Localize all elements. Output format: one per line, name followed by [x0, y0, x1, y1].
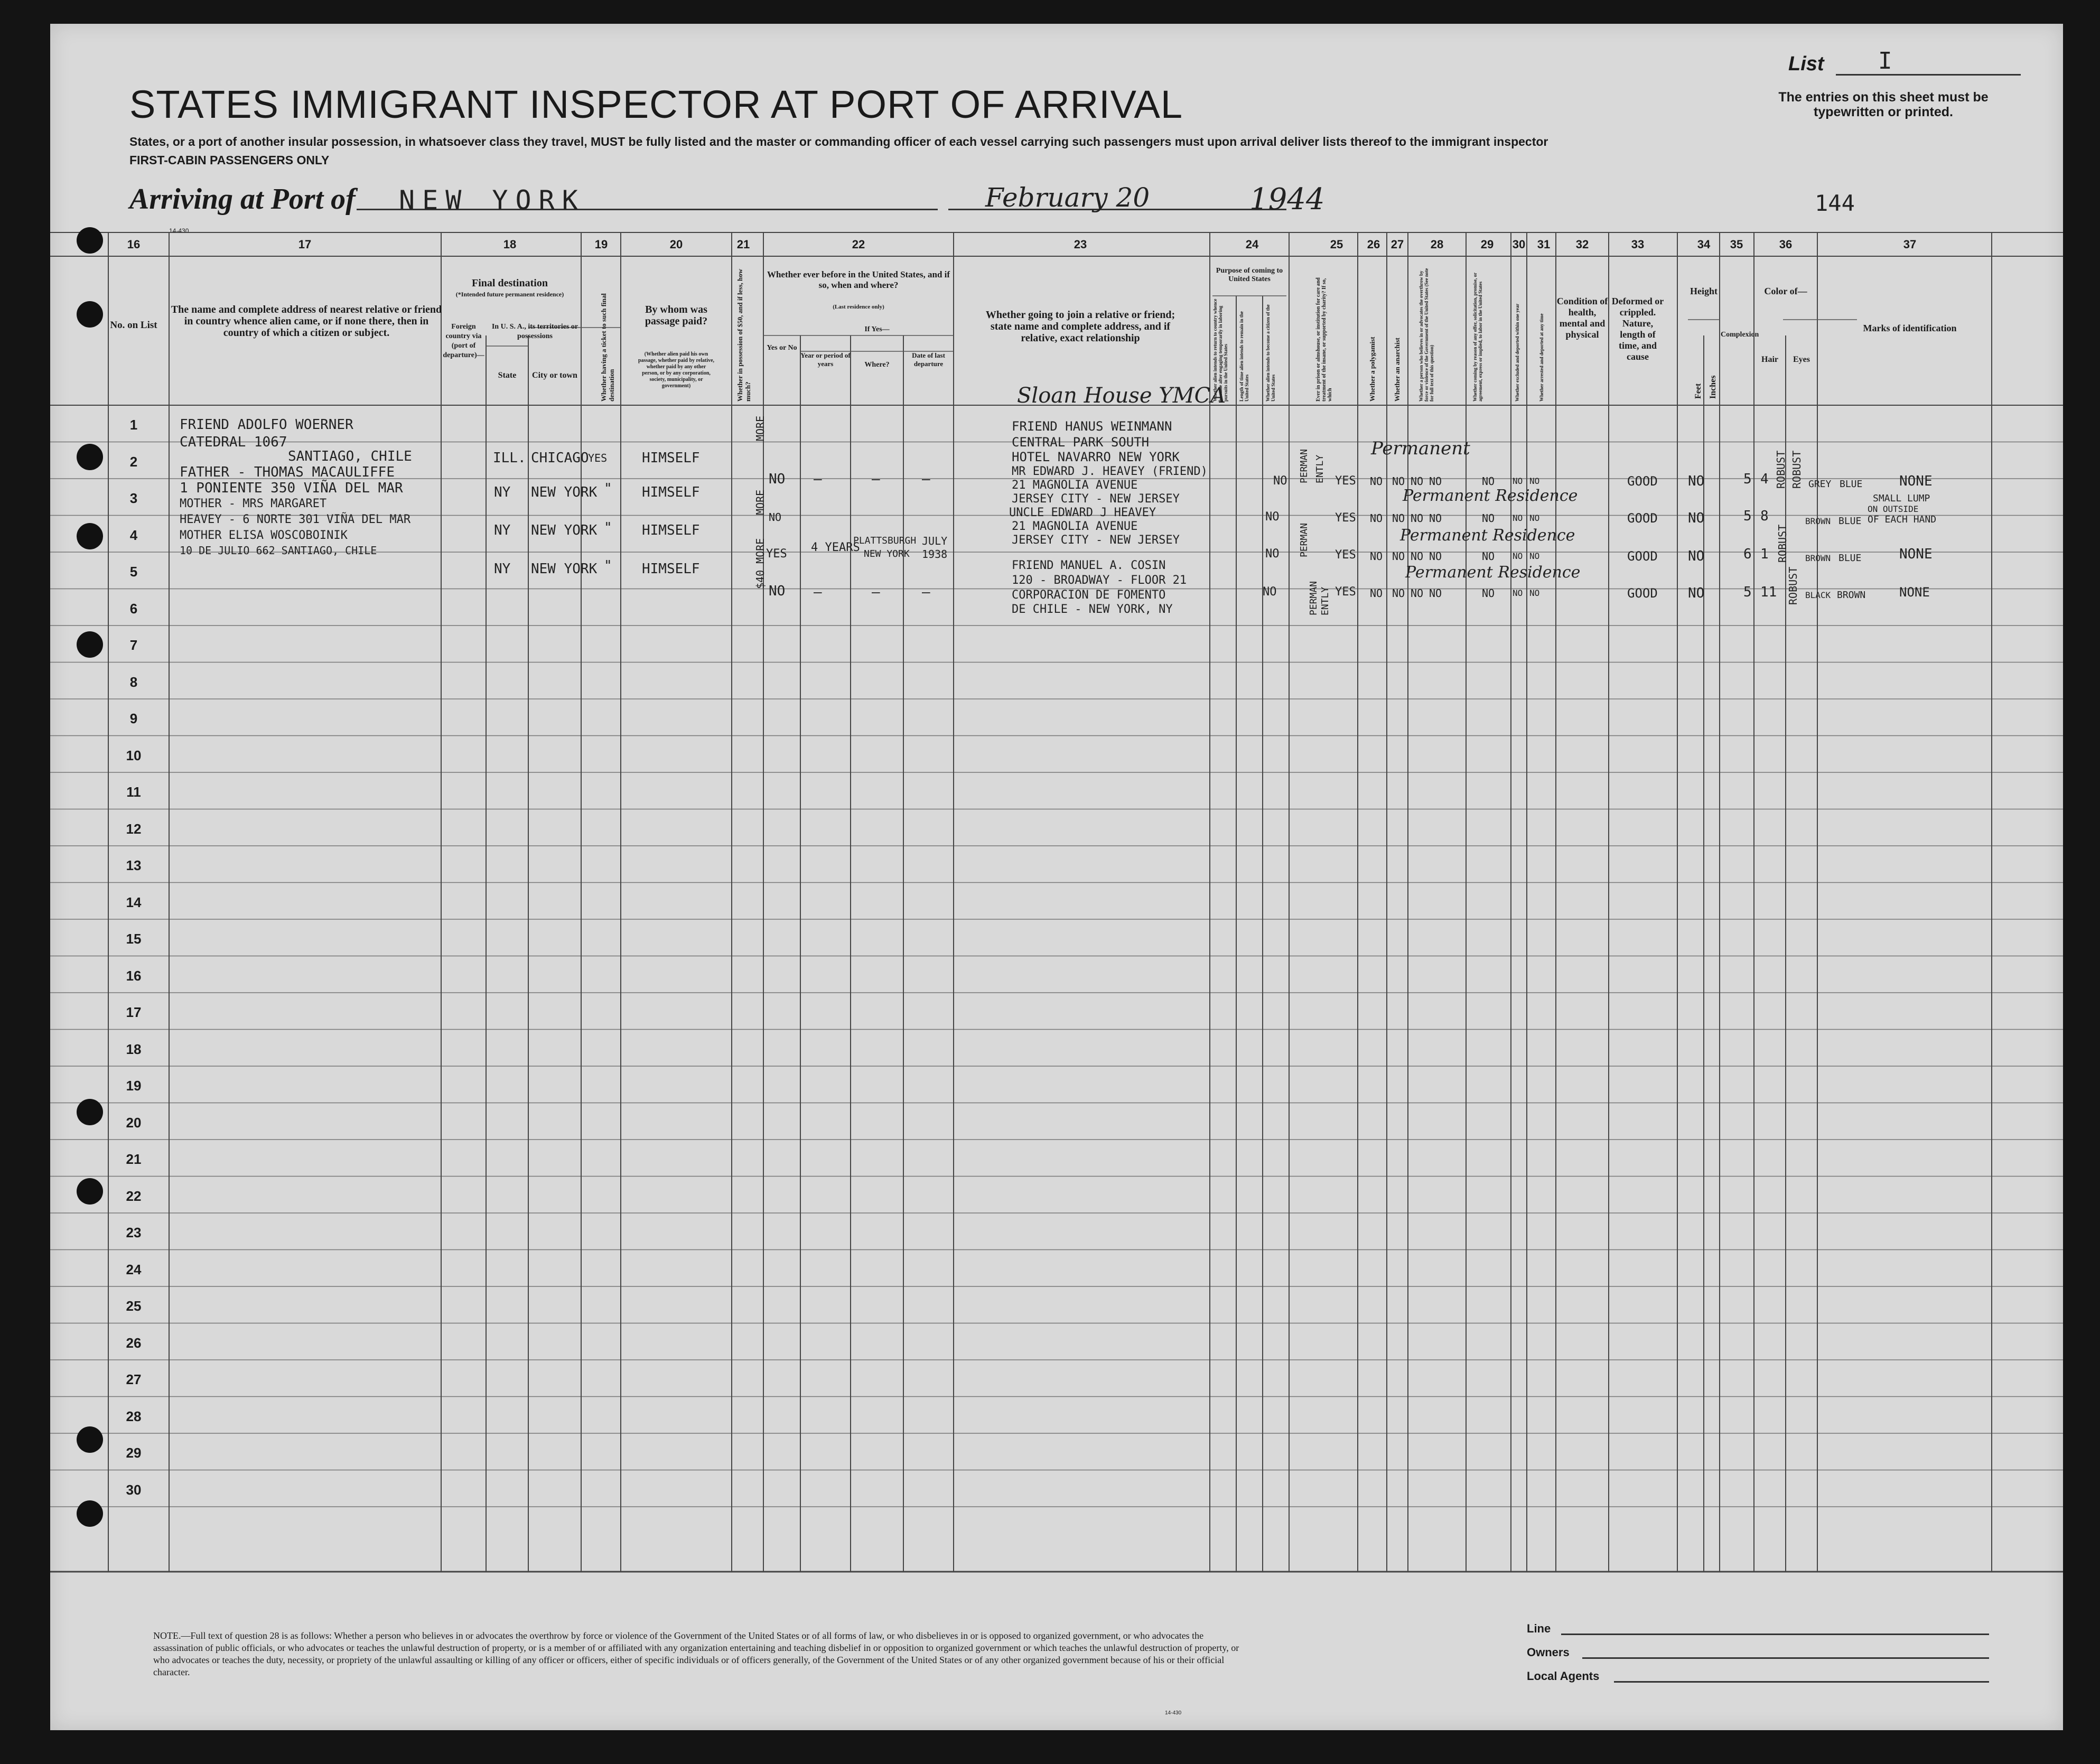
row-number: 13 [126, 857, 142, 873]
r1-deformed: NO [1688, 473, 1705, 489]
r3-feet: 6 [1743, 546, 1752, 562]
footer-note: NOTE.—Full text of question 28 is as follows: Whether a person who believes in or advocates the overthrow by force or violence of the Government of the United States or of all forms of law, or who disbelieves in or is opposed to organized government, or who advocates the assassination of public officials, or who advocates or teaches the unlawful destruction of property, or is a member of or affiliated with any organization entertaining and teaching disbelief in or opposition to organized government or which teaches the unlawful destruction of property, or who advocates or teaches the duty, necessity, or propriety of the unlawful assaulting or killing of any officer or officers, either of specific individuals or of officers generally, of the Government of the United States or of any other organized government because of his or their official character. [153, 1630, 1239, 1677]
no-answer: NO [1392, 512, 1405, 525]
r1-paid: HIMSELF [642, 450, 700, 466]
row-number: 3 [129, 490, 138, 506]
col-num-33: 33 [1631, 238, 1645, 251]
typewritten-note: The entries on this sheet must be typewritten or printed. [1778, 90, 1989, 119]
hdr-join-relative: Whether going to join a relative or friend; state name and complete address, and if relative, exact relationship [985, 309, 1175, 344]
col-num-35: 35 [1730, 238, 1743, 251]
r1-purpose: Permanent [1371, 438, 1470, 459]
hdr-complexion: Complexion [1721, 331, 1759, 339]
no-answer: NO [1370, 475, 1383, 488]
r3-relative-b: HEAVEY - 6 NORTE 301 VIÑA DEL MAR [180, 513, 411, 526]
owners-field [1582, 1657, 1989, 1659]
form-number-top: 14-430 [169, 227, 189, 235]
hdr-polygamist: Whether a polygamist [1368, 337, 1376, 402]
no-answer: NO [1513, 513, 1523, 523]
r3-date-b: 1938 [922, 548, 948, 561]
instruction-text: States, or a port of another insular possession, in whatsoever class they travel, MUST be fully listed and the master or commanding officer of each vessel carrying such passengers must upon arrival deliver lists thereof to the immigrant inspector [129, 135, 1548, 148]
no-answer: NO [1482, 475, 1495, 488]
r2-deformed: NO [1688, 510, 1705, 526]
row-number: 29 [126, 1445, 142, 1461]
hdr-final-destination: Final destination [472, 277, 548, 289]
row-number: 23 [126, 1225, 142, 1240]
date-value: February 20 [985, 182, 1150, 213]
hdr-city: City or town [532, 371, 577, 380]
r4-feet: 5 [1743, 584, 1752, 600]
no-answer: NO [1429, 475, 1442, 488]
no-answer: NO [1429, 550, 1442, 563]
manifest-sheet [50, 24, 2063, 1730]
no-answer: NO [1513, 588, 1523, 598]
r4-condition: GOOD [1627, 586, 1658, 601]
r1-where: – [872, 471, 880, 487]
no-answer: NO [1392, 587, 1405, 600]
r1-ticket: YES [588, 452, 608, 464]
r2-paid: HIMSELF [642, 484, 700, 500]
r3-years: 4 YEARS [811, 541, 860, 554]
no-answer: NO [1370, 550, 1383, 563]
r1-return: NO [1273, 474, 1287, 488]
row-number: 15 [126, 931, 142, 947]
row-number: 30 [126, 1481, 142, 1498]
r4-join-c: CORPORACION DE FOMENTO [1012, 589, 1166, 602]
r4-return: NO [1263, 585, 1277, 599]
no-answer: NO [1529, 551, 1540, 561]
r4-ticket: " [604, 558, 612, 574]
hdr-length-stay: Length of time alien intends to remain in the United States [1239, 311, 1249, 402]
r4-date: – [922, 584, 930, 600]
no-answer: NO [1482, 512, 1495, 525]
r1-length-b: ENTLY [1314, 454, 1326, 483]
row-number: 7 [129, 637, 138, 653]
r3-return: NO [1265, 547, 1280, 561]
hdr-arrested: Whether arrested and deported at any time [1539, 313, 1544, 402]
row-number: 16 [126, 967, 142, 984]
r1-marks: NONE [1899, 473, 1933, 489]
r2-purpose: Permanent Residence [1403, 487, 1578, 505]
binder-hole [77, 227, 103, 254]
r2-eyes: BLUE [1838, 516, 1862, 527]
r2-city: NEW YORK [531, 484, 598, 500]
line-field [1561, 1634, 1989, 1635]
row-number: 9 [129, 711, 138, 726]
r2-marks-a: SMALL LUMP [1873, 493, 1930, 504]
row-number: 14 [126, 894, 142, 910]
row-number: 21 [126, 1151, 142, 1167]
r1-date: – [922, 471, 930, 487]
hdr-citizen-intent: Whether alien intends to become a citizen of the United States [1265, 304, 1276, 402]
row-number: 2 [129, 453, 138, 470]
r4-city: NEW YORK [531, 561, 598, 577]
hdr-where: Where? [864, 361, 890, 369]
page-title: STATES IMMIGRANT INSPECTOR AT PORT OF ARRIVAL [129, 82, 1183, 126]
row-number: 10 [126, 747, 142, 763]
no-answer: NO [1529, 588, 1540, 598]
r3-relative-a: MOTHER - MRS MARGARET [180, 497, 327, 510]
no-answer: NO [1513, 476, 1523, 486]
r4-length-b: ENTLY [1320, 586, 1331, 615]
r3-deformed: NO [1688, 548, 1705, 564]
r1-complexion: ROBUST [1775, 450, 1787, 489]
r3-marks: NONE [1899, 546, 1933, 562]
port-value: NEW YORK [399, 185, 585, 216]
row-number: 4 [129, 527, 138, 543]
r3-where-a: PLATTSBURGH [853, 535, 917, 546]
row-number: 28 [126, 1408, 142, 1424]
r2-join-a: MR EDWARD J. HEAVEY (FRIEND) [1012, 465, 1208, 478]
r1-years: – [814, 471, 822, 487]
r3-city: NEW YORK [531, 522, 598, 538]
row-number: 12 [126, 820, 142, 837]
no-answer: NO [1529, 476, 1540, 486]
r3-join-b: 21 MAGNOLIA AVENUE [1012, 520, 1138, 533]
col-num-16: 16 [127, 238, 141, 251]
r1-citizen: YES [1335, 474, 1356, 488]
r2-relative-b: 1 PONIENTE 350 VIÑA DEL MAR [180, 480, 403, 496]
col-num-32: 32 [1575, 238, 1589, 251]
col-num-20: 20 [669, 238, 683, 251]
row-number: 1 [129, 417, 138, 433]
r3-money: $40 MORE [754, 538, 767, 589]
col-num-27: 27 [1390, 238, 1404, 251]
grid-lines [50, 24, 2063, 1730]
hdr-excluded: Whether excluded and deported within one year [1515, 303, 1520, 402]
hdr-final-destination-sub: (*Intended future permanent residence) [455, 291, 564, 298]
row-number: 22 [126, 1188, 142, 1204]
row-number: 17 [126, 1004, 142, 1020]
col-num-30: 30 [1512, 238, 1526, 251]
hdr-no-on-list: No. on List [110, 320, 157, 331]
r3-eyes: BLUE [1838, 553, 1862, 564]
r3-paid: HIMSELF [642, 522, 700, 538]
hdr-relative: The name and complete address of nearest relative or friend in country whence alien came, or if none there, then in country of which a citizen or subject. [171, 304, 442, 339]
hdr-overthrow: Whether a person who believes in or advocates the overthrow by force or violence of the Government of the United States (See note for full text of this question) [1418, 268, 1434, 402]
r1-money: MORE [754, 415, 767, 441]
row-number: 19 [126, 1078, 142, 1094]
r1-city: CHICAGO [531, 450, 589, 466]
row-number: 6 [129, 600, 138, 617]
hdr-height: Height [1690, 286, 1718, 296]
col-num-18: 18 [503, 238, 517, 251]
r4-purpose: Permanent Residence [1405, 563, 1581, 582]
hdr-return-intent: Whether alien intends to return to country whence he came after engaging temporarily in laboring pursuits in the United States [1212, 298, 1228, 402]
hdr-color-of: Color of— [1764, 286, 1807, 296]
hdr-anarchist: Whether an anarchist [1393, 338, 1401, 402]
hdr-prison: Ever in prison or almshouse, or institution for care and treatment of the insane, or supported by charity? If so, which [1315, 277, 1333, 402]
r3-join-c: JERSEY CITY - NEW JERSEY [1012, 534, 1180, 547]
no-answer: NO [1370, 512, 1383, 525]
binder-hole [77, 523, 103, 549]
agents-field [1614, 1681, 1989, 1683]
binder-hole [77, 1099, 103, 1125]
hdr-yes-no: Yes or No [767, 344, 797, 352]
col-num-24: 24 [1245, 238, 1259, 251]
col-num-37: 37 [1903, 238, 1917, 251]
r3-before: YES [766, 547, 787, 561]
r2-join-b: 21 MAGNOLIA AVENUE [1012, 479, 1138, 492]
r1-relative-a: FRIEND ADOLFO WOERNER [180, 417, 353, 433]
r4-complexion: ROBUST [1787, 566, 1799, 605]
r4-inches: 11 [1760, 584, 1777, 600]
hdr-eyes: Eyes [1793, 355, 1810, 364]
no-answer: NO [1529, 513, 1540, 523]
col-num-31: 31 [1537, 238, 1551, 251]
r3-length-a: PERMAN [1299, 522, 1310, 557]
r2-marks-b: ON OUTSIDE [1868, 504, 1919, 514]
r4-relative-a: MOTHER ELISA WOSCOBOINIK [180, 529, 348, 542]
binder-hole [77, 301, 103, 328]
row-number: 20 [126, 1114, 142, 1131]
line-label: Line [1527, 1622, 1551, 1635]
col-num-34: 34 [1697, 238, 1711, 251]
r2-feet: 5 [1743, 508, 1752, 524]
hdr-foreign-via: Foreign country via (port of departure)— [443, 323, 484, 359]
hdr-state: State [498, 371, 517, 380]
hdr-purpose: Purpose of coming to United States [1216, 267, 1283, 283]
r1-before: NO [769, 471, 786, 487]
hdr-fifty-dollars: Whether in possession of $50, and if less, how much? [736, 268, 752, 402]
r4-eyes: BROWN [1837, 590, 1866, 601]
hdr-inches: Inches [1709, 375, 1718, 399]
r2-condition: GOOD [1627, 511, 1658, 526]
sloan-house-note: Sloan House YMCA [1017, 384, 1226, 408]
no-answer: NO [1411, 512, 1424, 525]
r4-join-b: 120 - BROADWAY - FLOOR 21 [1012, 574, 1187, 587]
r1-condition: GOOD [1627, 474, 1658, 489]
r2-join-c: JERSEY CITY - NEW JERSEY [1012, 492, 1180, 506]
r1-state: ILL. [493, 450, 526, 466]
r1-hair: GREY [1808, 479, 1832, 490]
r3-hair: BROWN [1805, 553, 1831, 563]
hdr-if-yes: If Yes— [864, 325, 890, 333]
r1-feet: 5 [1743, 471, 1752, 487]
no-answer: NO [1370, 587, 1383, 600]
list-label: List [1788, 53, 1824, 75]
r1-inches: 4 [1760, 471, 1769, 487]
row-number: 27 [126, 1371, 142, 1387]
binder-hole [77, 1500, 103, 1527]
row-number: 24 [126, 1261, 142, 1277]
class-line: FIRST-CABIN PASSENGERS ONLY [129, 153, 330, 167]
r1-relative-c: SANTIAGO, CHILE [288, 449, 412, 464]
binder-hole [77, 444, 103, 470]
r2-hair: BROWN [1805, 516, 1831, 526]
r2-return: NO [1265, 510, 1280, 524]
r4-where: – [872, 584, 880, 600]
row-number: 11 [126, 784, 141, 800]
r1-eyes: BLUE [1840, 479, 1863, 490]
r1-relative-b: CATEDRAL 1067 [180, 434, 287, 450]
r4-before: NO [769, 583, 786, 599]
hdr-last-departure: Date of last departure [912, 351, 945, 368]
col-num-36: 36 [1779, 238, 1793, 251]
col-num-19: 19 [594, 238, 608, 251]
binder-hole [77, 1426, 103, 1453]
r4-hair: BLACK [1805, 590, 1831, 600]
hdr-deformed: Deformed or crippled. Nature, length of time, and cause [1611, 296, 1664, 362]
hdr-ever-before: Whether ever before in the United States, and if so, when and where? [767, 269, 950, 290]
footer-form-number: 14-430 [1165, 1710, 1182, 1716]
r1-length-a: PERMAN [1299, 449, 1310, 483]
r3-where-b: NEW YORK [864, 548, 910, 559]
hdr-feet: Feet [1694, 383, 1703, 399]
col-num-23: 23 [1074, 238, 1087, 251]
binder-hole [77, 1178, 103, 1205]
row-number: 25 [126, 1298, 142, 1314]
col-num-22: 22 [852, 238, 865, 251]
hdr-condition: Condition of health, mental and physical [1556, 296, 1608, 340]
r4-join-a: FRIEND MANUEL A. COSIN [1012, 559, 1166, 572]
r1-join-b: CENTRAL PARK SOUTH [1012, 435, 1150, 450]
r2-complexion: ROBUST [1790, 450, 1803, 489]
r2-citizen: YES [1335, 511, 1356, 525]
no-answer: NO [1429, 587, 1442, 600]
r3-condition: GOOD [1627, 549, 1658, 564]
hdr-marks: Marks of identification [1863, 323, 1957, 333]
r3-complexion: ROBUST [1776, 524, 1789, 563]
r2-inches: 8 [1760, 508, 1769, 524]
no-answer: NO [1482, 550, 1495, 563]
r2-marks-c: OF EACH HAND [1868, 514, 1937, 525]
r2-state: NY [494, 484, 511, 500]
r2-money: MORE [754, 489, 767, 515]
no-answer: NO [1392, 550, 1405, 563]
r3-purpose: Permanent Residence [1400, 526, 1575, 545]
r1-join-a: FRIEND HANUS WEINMANN [1012, 419, 1172, 434]
r3-state: NY [494, 522, 511, 538]
r4-years: – [814, 584, 822, 600]
hdr-ever-before-sub: (Last residence only) [833, 304, 884, 310]
hdr-hair: Hair [1761, 355, 1778, 364]
r4-relative-b: 10 DE JULIO 662 SANTIAGO, CHILE [180, 544, 377, 557]
no-answer: NO [1482, 587, 1495, 600]
arriving-label: Arriving at Port of [129, 183, 356, 216]
hdr-passage-paid: By whom was passage paid? [645, 304, 708, 327]
col-num-28: 28 [1430, 238, 1444, 251]
col-num-29: 29 [1480, 238, 1494, 251]
r3-join-a: UNCLE EDWARD J HEAVEY [1009, 506, 1156, 519]
r4-citizen: YES [1335, 585, 1356, 599]
r4-marks: NONE [1899, 585, 1930, 600]
col-num-25: 25 [1330, 238, 1343, 251]
hdr-passage-paid-sub: (Whether alien paid his own passage, whether paid by relative, whether paid by any other person, or by any corporation, society, municipality, or government) [638, 351, 715, 389]
hdr-ticket: Whether having a ticket to such final destination [600, 293, 615, 402]
hdr-usa: In U. S. A., its territories or possessions [491, 323, 578, 340]
year-value: 1944 [1249, 182, 1325, 217]
binder-hole [77, 631, 103, 658]
r2-before: NO [769, 511, 782, 524]
r4-deformed: NO [1688, 585, 1705, 601]
r3-ticket: " [604, 520, 612, 536]
r4-join-d: DE CHILE - NEW YORK, NY [1012, 603, 1173, 616]
no-answer: NO [1513, 551, 1523, 561]
col-num-21: 21 [736, 238, 750, 251]
col-num-17: 17 [298, 238, 312, 251]
row-number: 8 [129, 674, 138, 690]
r3-inches: 1 [1760, 546, 1769, 562]
r3-citizen: YES [1335, 548, 1356, 562]
row-number: 5 [129, 564, 138, 580]
list-value: I [1878, 48, 1892, 74]
col-num-26: 26 [1367, 238, 1380, 251]
hdr-offer-labor: Whether coming by reason of any offer, solicitation, promise, or agreement, express or implied, to labor in the United States [1472, 273, 1483, 402]
r2-relative-a: FATHER - THOMAS MACAULIFFE [180, 464, 395, 480]
hdr-years: Year or period of years [800, 351, 851, 368]
r4-state: NY [494, 561, 511, 577]
r2-ticket: " [604, 481, 612, 497]
r4-length-a: PERMAN [1308, 581, 1319, 615]
no-answer: NO [1429, 512, 1442, 525]
agents-label: Local Agents [1527, 1669, 1600, 1683]
no-answer: NO [1411, 550, 1424, 563]
owners-label: Owners [1527, 1646, 1570, 1659]
r4-paid: HIMSELF [642, 561, 700, 577]
r1-join-c: HOTEL NAVARRO NEW YORK [1012, 450, 1180, 464]
page-number: 144 [1815, 190, 1855, 216]
no-answer: NO [1392, 475, 1405, 488]
row-number: 18 [126, 1041, 142, 1057]
no-answer: NO [1411, 475, 1424, 488]
row-number: 26 [126, 1334, 142, 1351]
r3-date-a: JULY [922, 535, 948, 547]
no-answer: NO [1411, 587, 1424, 600]
